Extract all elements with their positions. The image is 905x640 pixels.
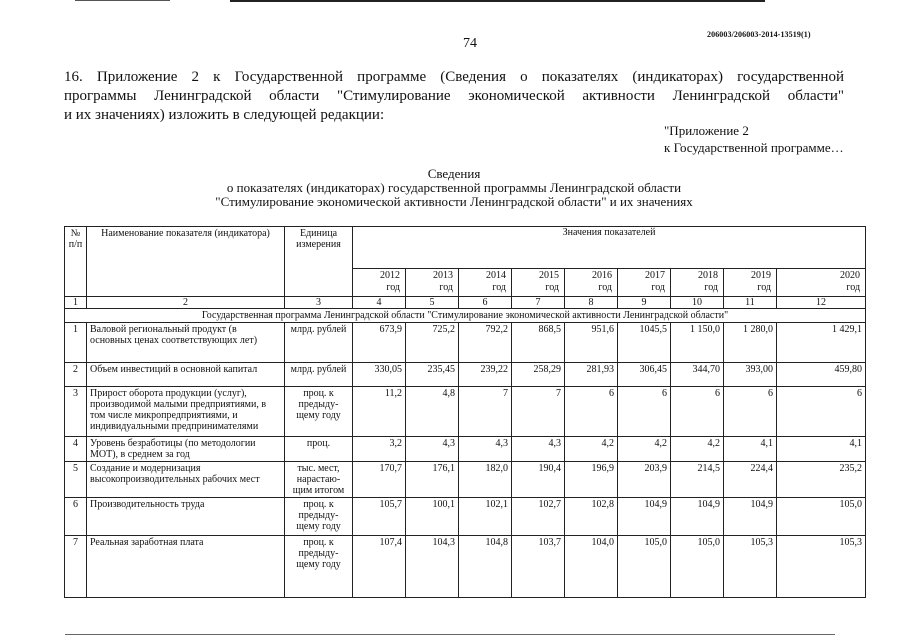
value-cell: 6 xyxy=(618,387,671,437)
value-cell: 107,4 xyxy=(353,536,406,598)
year-header xyxy=(724,269,777,297)
appendix-line: к Государственной программе… xyxy=(664,140,844,155)
year-suffix: год xyxy=(545,282,559,293)
indicator-name: Производительность труда xyxy=(87,498,285,536)
value-cell: 104,9 xyxy=(671,498,724,536)
year-header xyxy=(565,269,618,297)
value-cell: 224,4 xyxy=(724,462,777,498)
value-cell: 105,3 xyxy=(724,536,777,598)
value-cell: 6 xyxy=(724,387,777,437)
amendment-paragraph xyxy=(64,68,844,125)
unit-cell: проц. xyxy=(285,437,353,462)
value-cell: 4,3 xyxy=(459,437,512,462)
table-row xyxy=(65,536,866,598)
table-row xyxy=(65,462,866,498)
unit-cell: проц. к предыду-щему году xyxy=(285,387,353,437)
value-cell: 102,1 xyxy=(459,498,512,536)
value-cell: 11,2 xyxy=(353,387,406,437)
column-index: 4 xyxy=(353,297,406,309)
appendix-line: "Приложение 2 xyxy=(664,123,749,138)
value-cell: 104,0 xyxy=(565,536,618,598)
value-cell: 1 429,1 xyxy=(777,323,866,363)
indicator-name: Уровень безработицы (по методологии МОТ), в среднем за год xyxy=(87,437,285,462)
unit-cell: тыс. мест, нарастаю-щим итогом xyxy=(285,462,353,498)
paragraph-line: программы Ленинградской области "Стимулирование экономической активности Ленинградской области" xyxy=(64,88,844,104)
top-rule xyxy=(0,0,905,3)
value-cell: 103,7 xyxy=(512,536,565,598)
value-cell: 196,9 xyxy=(565,462,618,498)
year-label: 2020 xyxy=(840,270,861,281)
value-cell: 4,8 xyxy=(406,387,459,437)
year-suffix: год xyxy=(598,282,612,293)
table-row xyxy=(65,387,866,437)
appendix-reference xyxy=(664,122,844,156)
value-cell: 4,1 xyxy=(724,437,777,462)
col-values-header: Значения показателей xyxy=(353,227,866,269)
row-number: 6 xyxy=(65,498,87,536)
value-cell: 102,7 xyxy=(512,498,565,536)
year-label: 2016 xyxy=(592,270,612,281)
year-header xyxy=(618,269,671,297)
paragraph-line: и их значениях) изложить в следующей редакции: xyxy=(64,107,385,123)
year-suffix: год xyxy=(386,282,400,293)
column-index-row xyxy=(65,297,866,309)
value-cell: 6 xyxy=(565,387,618,437)
value-cell: 3,2 xyxy=(353,437,406,462)
column-index: 11 xyxy=(724,297,777,309)
year-header xyxy=(512,269,565,297)
year-label: 2018 xyxy=(698,270,718,281)
section-title: Государственная программа Ленинградской области "Стимулирование экономической активности Ленинградской области" xyxy=(65,309,866,323)
year-suffix: год xyxy=(492,282,506,293)
year-header xyxy=(459,269,512,297)
indicator-name: Создание и модернизация высокопроизводительных рабочих мест xyxy=(87,462,285,498)
column-index: 1 xyxy=(65,297,87,309)
value-cell: 7 xyxy=(459,387,512,437)
year-suffix: год xyxy=(439,282,453,293)
value-cell: 203,9 xyxy=(618,462,671,498)
value-cell: 4,3 xyxy=(512,437,565,462)
table-row xyxy=(65,437,866,462)
value-cell: 951,6 xyxy=(565,323,618,363)
year-suffix: год xyxy=(846,282,861,293)
value-cell: 170,7 xyxy=(353,462,406,498)
indicator-name: Объем инвестиций в основной капитал xyxy=(87,363,285,387)
table-row xyxy=(65,363,866,387)
year-label: 2013 xyxy=(433,270,453,281)
value-cell: 7 xyxy=(512,387,565,437)
unit-cell: проц. к предыду-щему году xyxy=(285,498,353,536)
value-cell: 4,2 xyxy=(565,437,618,462)
year-suffix: год xyxy=(757,282,771,293)
value-cell: 104,9 xyxy=(724,498,777,536)
value-cell: 104,3 xyxy=(406,536,459,598)
value-cell: 105,0 xyxy=(671,536,724,598)
paragraph-line: 16. Приложение 2 к Государственной программе (Сведения о показателях (индикаторах) государственной xyxy=(64,69,844,85)
year-header xyxy=(353,269,406,297)
unit-cell: млрд. рублей xyxy=(285,323,353,363)
value-cell: 281,93 xyxy=(565,363,618,387)
value-cell: 1 150,0 xyxy=(671,323,724,363)
value-cell: 105,3 xyxy=(777,536,866,598)
bottom-rule xyxy=(0,634,905,636)
year-label: 2015 xyxy=(539,270,559,281)
value-cell: 868,5 xyxy=(512,323,565,363)
value-cell: 104,9 xyxy=(618,498,671,536)
heading-line: "Стимулирование экономической активности Ленинградской области" и их значениях xyxy=(215,194,693,209)
value-cell: 190,4 xyxy=(512,462,565,498)
indicators-table xyxy=(64,226,866,598)
indicator-name: Валовой региональный продукт (в основных ценах соответствующих лет) xyxy=(87,323,285,363)
year-header xyxy=(671,269,724,297)
value-cell: 105,0 xyxy=(618,536,671,598)
column-index: 8 xyxy=(565,297,618,309)
section-row xyxy=(65,309,866,323)
column-index: 12 xyxy=(777,297,866,309)
row-number: 4 xyxy=(65,437,87,462)
value-cell: 4,2 xyxy=(671,437,724,462)
value-cell: 459,80 xyxy=(777,363,866,387)
heading-line: Сведения xyxy=(427,166,481,181)
year-header xyxy=(406,269,459,297)
value-cell: 792,2 xyxy=(459,323,512,363)
value-cell: 330,05 xyxy=(353,363,406,387)
value-cell: 102,8 xyxy=(565,498,618,536)
row-number: 5 xyxy=(65,462,87,498)
value-cell: 214,5 xyxy=(671,462,724,498)
col-number-header: № п/п xyxy=(65,227,87,297)
document-id: 206003/206003-2014-13519(1) xyxy=(707,30,811,39)
unit-cell: млрд. рублей xyxy=(285,363,353,387)
column-index: 7 xyxy=(512,297,565,309)
column-index: 5 xyxy=(406,297,459,309)
value-cell: 176,1 xyxy=(406,462,459,498)
column-index: 9 xyxy=(618,297,671,309)
value-cell: 393,00 xyxy=(724,363,777,387)
col-name-header: Наименование показателя (индикатора) xyxy=(87,227,285,297)
value-cell: 725,2 xyxy=(406,323,459,363)
value-cell: 1 280,0 xyxy=(724,323,777,363)
table-row xyxy=(65,323,866,363)
value-cell: 105,0 xyxy=(777,498,866,536)
year-header xyxy=(777,269,866,297)
indicator-name: Реальная заработная плата xyxy=(87,536,285,598)
value-cell: 673,9 xyxy=(353,323,406,363)
value-cell: 344,70 xyxy=(671,363,724,387)
value-cell: 182,0 xyxy=(459,462,512,498)
value-cell: 4,1 xyxy=(777,437,866,462)
value-cell: 104,8 xyxy=(459,536,512,598)
value-cell: 6 xyxy=(777,387,866,437)
value-cell: 100,1 xyxy=(406,498,459,536)
table-row xyxy=(65,498,866,536)
year-suffix: год xyxy=(651,282,665,293)
table-heading xyxy=(64,167,844,209)
column-index: 10 xyxy=(671,297,724,309)
year-label: 2017 xyxy=(645,270,665,281)
value-cell: 258,29 xyxy=(512,363,565,387)
row-number: 3 xyxy=(65,387,87,437)
header-row xyxy=(65,227,866,269)
year-label: 2014 xyxy=(486,270,506,281)
column-index: 3 xyxy=(285,297,353,309)
year-label: 2019 xyxy=(751,270,771,281)
unit-cell: проц. к предыду-щему году xyxy=(285,536,353,598)
value-cell: 1045,5 xyxy=(618,323,671,363)
col-unit-header: Единица измерения xyxy=(285,227,353,297)
value-cell: 4,2 xyxy=(618,437,671,462)
value-cell: 235,45 xyxy=(406,363,459,387)
year-label: 2012 xyxy=(380,270,400,281)
year-suffix: год xyxy=(704,282,718,293)
value-cell: 105,7 xyxy=(353,498,406,536)
indicator-name: Прирост оборота продукции (услуг), производимой малыми предприятиями, в том числе микропредприятиями, и индивидуальными предпринимателями xyxy=(87,387,285,437)
value-cell: 239,22 xyxy=(459,363,512,387)
value-cell: 4,3 xyxy=(406,437,459,462)
page-number: 74 xyxy=(463,36,477,51)
value-cell: 306,45 xyxy=(618,363,671,387)
column-index: 6 xyxy=(459,297,512,309)
row-number: 2 xyxy=(65,363,87,387)
row-number: 1 xyxy=(65,323,87,363)
row-number: 7 xyxy=(65,536,87,598)
column-index: 2 xyxy=(87,297,285,309)
heading-line: о показателях (индикаторах) государственной программы Ленинградской области xyxy=(226,180,682,195)
value-cell: 6 xyxy=(671,387,724,437)
value-cell: 235,2 xyxy=(777,462,866,498)
